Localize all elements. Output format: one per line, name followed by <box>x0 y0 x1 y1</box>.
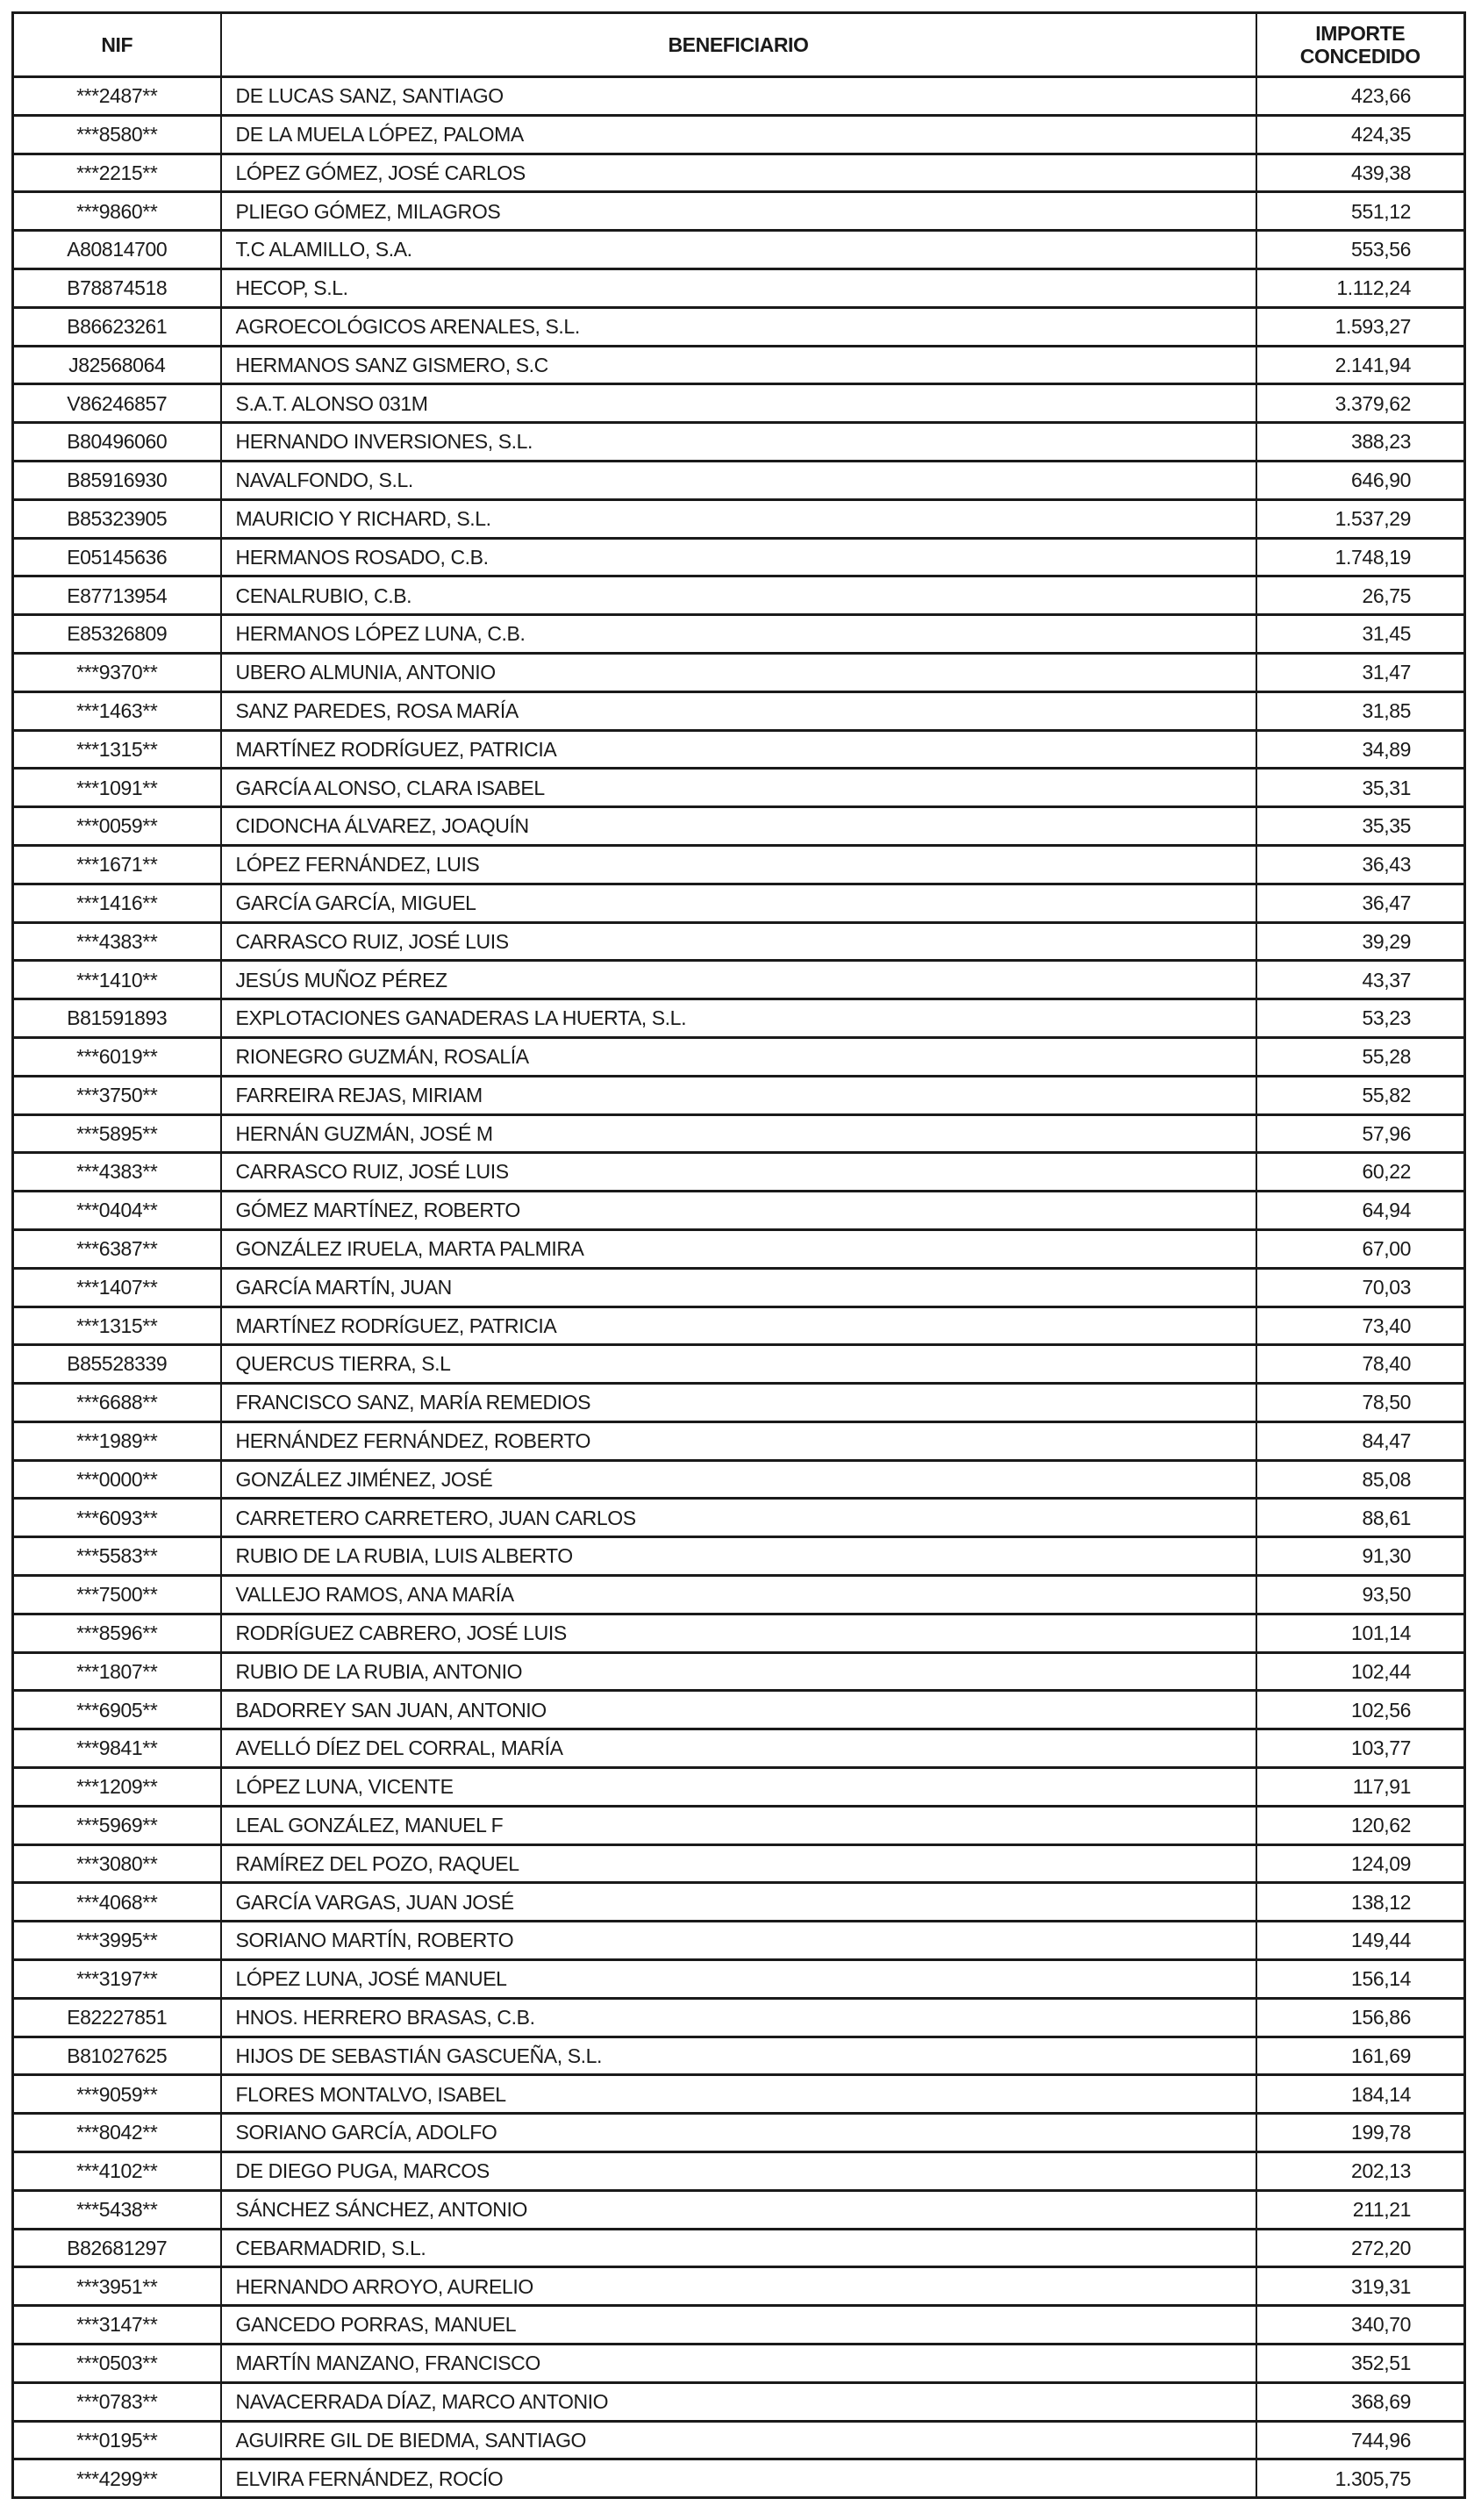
beneficiario-cell: LÓPEZ FERNÁNDEZ, LUIS <box>221 845 1256 884</box>
importe-cell: 31,47 <box>1256 653 1465 691</box>
nif-cell: E87713954 <box>13 576 221 615</box>
beneficiario-cell: RAMÍREZ DEL POZO, RAQUEL <box>221 1844 1256 1883</box>
table-row <box>13 1460 1465 1499</box>
importe-cell: 1.593,27 <box>1256 307 1465 346</box>
importe-cell: 439,38 <box>1256 154 1465 192</box>
nif-cell: ***8042** <box>13 2114 221 2152</box>
nif-cell: ***9860** <box>13 192 221 231</box>
nif-cell: ***6905** <box>13 1691 221 1729</box>
importe-cell: 423,66 <box>1256 77 1465 116</box>
col-header-importe-concedido: IMPORTE CONCEDIDO <box>1256 13 1465 77</box>
beneficiario-cell: HNOS. HERRERO BRASAS, C.B. <box>221 1998 1256 2037</box>
table-row <box>13 115 1465 154</box>
beneficiario-cell: CARRETERO CARRETERO, JUAN CARLOS <box>221 1499 1256 1537</box>
nif-cell: ***4383** <box>13 1153 221 1192</box>
importe-cell: 102,44 <box>1256 1652 1465 1691</box>
importe-cell: 102,56 <box>1256 1691 1465 1729</box>
beneficiario-cell: RUBIO DE LA RUBIA, ANTONIO <box>221 1652 1256 1691</box>
table-row <box>13 845 1465 884</box>
importe-cell: 744,96 <box>1256 2421 1465 2459</box>
beneficiario-cell: FRANCISCO SANZ, MARÍA REMEDIOS <box>221 1384 1256 1422</box>
table-row <box>13 2075 1465 2114</box>
table-row <box>13 538 1465 576</box>
nif-cell: ***3147** <box>13 2306 221 2345</box>
table-body <box>13 77 1465 2498</box>
importe-cell: 36,47 <box>1256 884 1465 922</box>
importe-cell: 31,45 <box>1256 615 1465 654</box>
table-row <box>13 1922 1465 1960</box>
table-row <box>13 1153 1465 1192</box>
nif-cell: B80496060 <box>13 423 221 462</box>
beneficiario-cell: FLORES MONTALVO, ISABEL <box>221 2075 1256 2114</box>
nif-cell: ***8596** <box>13 1614 221 1652</box>
nif-cell: B81591893 <box>13 999 221 1038</box>
table-row <box>13 1614 1465 1652</box>
nif-cell: ***1407** <box>13 1268 221 1307</box>
nif-cell: B78874518 <box>13 268 221 307</box>
table-row <box>13 1768 1465 1807</box>
table-row <box>13 2152 1465 2191</box>
importe-cell: 35,31 <box>1256 769 1465 807</box>
table-row <box>13 691 1465 730</box>
table-row <box>13 1576 1465 1614</box>
table-row <box>13 1883 1465 1922</box>
table-row <box>13 1844 1465 1883</box>
beneficiario-cell: EXPLOTACIONES GANADERAS LA HUERTA, S.L. <box>221 999 1256 1038</box>
beneficiario-cell: SÁNCHEZ SÁNCHEZ, ANTONIO <box>221 2190 1256 2229</box>
table-row <box>13 192 1465 231</box>
nif-cell: ***5895** <box>13 1114 221 1153</box>
nif-cell: ***0195** <box>13 2421 221 2459</box>
table-row <box>13 999 1465 1038</box>
importe-cell: 184,14 <box>1256 2075 1465 2114</box>
table-row <box>13 2190 1465 2229</box>
nif-cell: ***5583** <box>13 1537 221 1576</box>
nif-cell: E05145636 <box>13 538 221 576</box>
importe-cell: 103,77 <box>1256 1729 1465 1768</box>
table-row <box>13 499 1465 538</box>
table-row <box>13 154 1465 192</box>
beneficiario-cell: PLIEGO GÓMEZ, MILAGROS <box>221 192 1256 231</box>
importe-cell: 551,12 <box>1256 192 1465 231</box>
importe-cell: 57,96 <box>1256 1114 1465 1153</box>
beneficiario-cell: RUBIO DE LA RUBIA, LUIS ALBERTO <box>221 1537 1256 1576</box>
table-row <box>13 1691 1465 1729</box>
table-row <box>13 2229 1465 2267</box>
table-row <box>13 769 1465 807</box>
header-row <box>13 13 1465 77</box>
importe-cell: 85,08 <box>1256 1460 1465 1499</box>
table-row <box>13 423 1465 462</box>
beneficiario-cell: GARCÍA GARCÍA, MIGUEL <box>221 884 1256 922</box>
importe-cell: 53,23 <box>1256 999 1465 1038</box>
beneficiario-cell: ELVIRA FERNÁNDEZ, ROCÍO <box>221 2459 1256 2498</box>
beneficiario-cell: JESÚS MUÑOZ PÉREZ <box>221 961 1256 999</box>
importe-cell: 3.379,62 <box>1256 384 1465 423</box>
importe-cell: 43,37 <box>1256 961 1465 999</box>
importe-cell: 101,14 <box>1256 1614 1465 1652</box>
nif-cell: B82681297 <box>13 2229 221 2267</box>
beneficiario-cell: MARTÍNEZ RODRÍGUEZ, PATRICIA <box>221 730 1256 769</box>
table-row <box>13 615 1465 654</box>
beneficiario-cell: QUERCUS TIERRA, S.L <box>221 1345 1256 1384</box>
nif-cell: ***1807** <box>13 1652 221 1691</box>
table-row <box>13 2382 1465 2421</box>
nif-cell: B85528339 <box>13 1345 221 1384</box>
beneficiario-cell: LÓPEZ GÓMEZ, JOSÉ CARLOS <box>221 154 1256 192</box>
importe-cell: 388,23 <box>1256 423 1465 462</box>
importe-cell: 36,43 <box>1256 845 1465 884</box>
importe-cell: 149,44 <box>1256 1922 1465 1960</box>
importe-cell: 646,90 <box>1256 461 1465 499</box>
beneficiario-cell: SORIANO GARCÍA, ADOLFO <box>221 2114 1256 2152</box>
nif-cell: ***3951** <box>13 2267 221 2306</box>
importe-cell: 39,29 <box>1256 922 1465 961</box>
nif-cell: J82568064 <box>13 346 221 384</box>
nif-cell: ***2215** <box>13 154 221 192</box>
table-row <box>13 922 1465 961</box>
importe-cell: 352,51 <box>1256 2345 1465 2383</box>
beneficiario-cell: AGUIRRE GIL DE BIEDMA, SANTIAGO <box>221 2421 1256 2459</box>
importe-cell: 64,94 <box>1256 1192 1465 1230</box>
nif-cell: A80814700 <box>13 231 221 269</box>
beneficiario-cell: HERMANOS SANZ GISMERO, S.C <box>221 346 1256 384</box>
beneficiario-cell: RIONEGRO GUZMÁN, ROSALÍA <box>221 1037 1256 1076</box>
beneficiario-cell: DE DIEGO PUGA, MARCOS <box>221 2152 1256 2191</box>
table-row <box>13 1192 1465 1230</box>
importe-cell: 368,69 <box>1256 2382 1465 2421</box>
importe-cell: 55,28 <box>1256 1037 1465 1076</box>
table-row <box>13 1998 1465 2037</box>
importe-cell: 73,40 <box>1256 1307 1465 1345</box>
table-row <box>13 730 1465 769</box>
beneficiario-cell: GONZÁLEZ JIMÉNEZ, JOSÉ <box>221 1460 1256 1499</box>
importe-cell: 2.141,94 <box>1256 346 1465 384</box>
nif-cell: B86623261 <box>13 307 221 346</box>
importe-cell: 319,31 <box>1256 2267 1465 2306</box>
importe-cell: 84,47 <box>1256 1421 1465 1460</box>
nif-cell: ***4068** <box>13 1883 221 1922</box>
beneficiario-cell: GARCÍA VARGAS, JUAN JOSÉ <box>221 1883 1256 1922</box>
nif-cell: ***1315** <box>13 730 221 769</box>
nif-cell: ***6093** <box>13 1499 221 1537</box>
importe-cell: 272,20 <box>1256 2229 1465 2267</box>
beneficiario-cell: MARTÍN MANZANO, FRANCISCO <box>221 2345 1256 2383</box>
importe-cell: 340,70 <box>1256 2306 1465 2345</box>
beneficiario-cell: CENALRUBIO, C.B. <box>221 576 1256 615</box>
table-row <box>13 2037 1465 2075</box>
beneficiario-cell: AVELLÓ DÍEZ DEL CORRAL, MARÍA <box>221 1729 1256 1768</box>
table-row <box>13 1229 1465 1268</box>
table-row <box>13 1960 1465 1999</box>
importe-cell: 138,12 <box>1256 1883 1465 1922</box>
nif-cell: ***3995** <box>13 1922 221 1960</box>
beneficiario-cell: NAVACERRADA DÍAZ, MARCO ANTONIO <box>221 2382 1256 2421</box>
nif-cell: ***1671** <box>13 845 221 884</box>
nif-cell: ***3750** <box>13 1076 221 1114</box>
table-row <box>13 1037 1465 1076</box>
importe-cell: 70,03 <box>1256 1268 1465 1307</box>
beneficiario-cell: BADORREY SAN JUAN, ANTONIO <box>221 1691 1256 1729</box>
beneficiario-cell: UBERO ALMUNIA, ANTONIO <box>221 653 1256 691</box>
beneficiario-cell: DE LA MUELA LÓPEZ, PALOMA <box>221 115 1256 154</box>
col-header-beneficiario: BENEFICIARIO <box>221 13 1256 77</box>
importe-cell: 93,50 <box>1256 1576 1465 1614</box>
table-row <box>13 1421 1465 1460</box>
table-row <box>13 1499 1465 1537</box>
importe-cell: 31,85 <box>1256 691 1465 730</box>
table-row <box>13 1307 1465 1345</box>
table-row <box>13 2306 1465 2345</box>
nif-cell: ***5438** <box>13 2190 221 2229</box>
col-header-nif: NIF <box>13 13 221 77</box>
importe-cell: 34,89 <box>1256 730 1465 769</box>
beneficiario-cell: MAURICIO Y RICHARD, S.L. <box>221 499 1256 538</box>
nif-cell: V86246857 <box>13 384 221 423</box>
beneficiario-cell: SANZ PAREDES, ROSA MARÍA <box>221 691 1256 730</box>
importe-cell: 202,13 <box>1256 2152 1465 2191</box>
nif-cell: ***9841** <box>13 1729 221 1768</box>
table-row <box>13 1384 1465 1422</box>
nif-cell: ***1410** <box>13 961 221 999</box>
nif-cell: ***1091** <box>13 769 221 807</box>
nif-cell: ***6387** <box>13 1229 221 1268</box>
table-row <box>13 1729 1465 1768</box>
beneficiario-cell: RODRÍGUEZ CABRERO, JOSÉ LUIS <box>221 1614 1256 1652</box>
beneficiario-cell: NAVALFONDO, S.L. <box>221 461 1256 499</box>
nif-cell: ***0404** <box>13 1192 221 1230</box>
table-row <box>13 231 1465 269</box>
importe-cell: 1.748,19 <box>1256 538 1465 576</box>
beneficiario-cell: LÓPEZ LUNA, VICENTE <box>221 1768 1256 1807</box>
importe-cell: 88,61 <box>1256 1499 1465 1537</box>
beneficiario-cell: LEAL GONZÁLEZ, MANUEL F <box>221 1806 1256 1844</box>
table-row <box>13 807 1465 846</box>
beneficiario-cell: GANCEDO PORRAS, MANUEL <box>221 2306 1256 2345</box>
beneficiario-cell: HERNÁNDEZ FERNÁNDEZ, ROBERTO <box>221 1421 1256 1460</box>
nif-cell: ***0000** <box>13 1460 221 1499</box>
beneficiario-cell: AGROECOLÓGICOS ARENALES, S.L. <box>221 307 1256 346</box>
table-row <box>13 2114 1465 2152</box>
nif-cell: B85916930 <box>13 461 221 499</box>
table-header <box>13 13 1465 77</box>
nif-cell: E82227851 <box>13 1998 221 2037</box>
nif-cell: ***1209** <box>13 1768 221 1807</box>
beneficiario-cell: S.A.T. ALONSO 031M <box>221 384 1256 423</box>
table-row <box>13 2459 1465 2498</box>
nif-cell: ***4383** <box>13 922 221 961</box>
importe-cell: 117,91 <box>1256 1768 1465 1807</box>
beneficiario-cell: T.C ALAMILLO, S.A. <box>221 231 1256 269</box>
nif-cell: ***1989** <box>13 1421 221 1460</box>
grants-table <box>11 11 1466 2499</box>
nif-cell: ***2487** <box>13 77 221 116</box>
table-row <box>13 884 1465 922</box>
nif-cell: ***7500** <box>13 1576 221 1614</box>
importe-cell: 91,30 <box>1256 1537 1465 1576</box>
nif-cell: E85326809 <box>13 615 221 654</box>
beneficiario-cell: GARCÍA MARTÍN, JUAN <box>221 1268 1256 1307</box>
beneficiario-cell: GARCÍA ALONSO, CLARA ISABEL <box>221 769 1256 807</box>
importe-cell: 67,00 <box>1256 1229 1465 1268</box>
beneficiario-cell: CARRASCO RUIZ, JOSÉ LUIS <box>221 922 1256 961</box>
importe-cell: 60,22 <box>1256 1153 1465 1192</box>
nif-cell: ***4102** <box>13 2152 221 2191</box>
nif-cell: ***0783** <box>13 2382 221 2421</box>
nif-cell: ***9059** <box>13 2075 221 2114</box>
importe-cell: 55,82 <box>1256 1076 1465 1114</box>
beneficiario-cell: CIDONCHA ÁLVAREZ, JOAQUÍN <box>221 807 1256 846</box>
beneficiario-cell: GÓMEZ MARTÍNEZ, ROBERTO <box>221 1192 1256 1230</box>
beneficiario-cell: GONZÁLEZ IRUELA, MARTA PALMIRA <box>221 1229 1256 1268</box>
importe-cell: 161,69 <box>1256 2037 1465 2075</box>
importe-cell: 1.305,75 <box>1256 2459 1465 2498</box>
table-row <box>13 653 1465 691</box>
beneficiario-cell: MARTÍNEZ RODRÍGUEZ, PATRICIA <box>221 1307 1256 1345</box>
table-row <box>13 2345 1465 2383</box>
beneficiario-cell: HERNANDO ARROYO, AURELIO <box>221 2267 1256 2306</box>
importe-cell: 78,50 <box>1256 1384 1465 1422</box>
importe-cell: 1.112,24 <box>1256 268 1465 307</box>
importe-cell: 156,86 <box>1256 1998 1465 2037</box>
table-row <box>13 1652 1465 1691</box>
table-row <box>13 1268 1465 1307</box>
nif-cell: ***9370** <box>13 653 221 691</box>
table-row <box>13 1806 1465 1844</box>
table-row <box>13 346 1465 384</box>
nif-cell: ***0503** <box>13 2345 221 2383</box>
importe-cell: 199,78 <box>1256 2114 1465 2152</box>
table-row <box>13 384 1465 423</box>
beneficiario-cell: DE LUCAS SANZ, SANTIAGO <box>221 77 1256 116</box>
table-row <box>13 307 1465 346</box>
beneficiario-cell: HECOP, S.L. <box>221 268 1256 307</box>
importe-cell: 156,14 <box>1256 1960 1465 1999</box>
nif-cell: ***0059** <box>13 807 221 846</box>
table-row <box>13 2267 1465 2306</box>
table-row <box>13 1537 1465 1576</box>
nif-cell: ***8580** <box>13 115 221 154</box>
beneficiario-cell: FARREIRA REJAS, MIRIAM <box>221 1076 1256 1114</box>
importe-cell: 124,09 <box>1256 1844 1465 1883</box>
beneficiario-cell: HERMANOS ROSADO, C.B. <box>221 538 1256 576</box>
beneficiario-cell: HERNANDO INVERSIONES, S.L. <box>221 423 1256 462</box>
table-row <box>13 1076 1465 1114</box>
beneficiario-cell: CARRASCO RUIZ, JOSÉ LUIS <box>221 1153 1256 1192</box>
table-row <box>13 268 1465 307</box>
importe-cell: 211,21 <box>1256 2190 1465 2229</box>
beneficiario-cell: HERNÁN GUZMÁN, JOSÉ M <box>221 1114 1256 1153</box>
table-row <box>13 576 1465 615</box>
nif-cell: B81027625 <box>13 2037 221 2075</box>
beneficiario-cell: HIJOS DE SEBASTIÁN GASCUEÑA, S.L. <box>221 2037 1256 2075</box>
table-row <box>13 77 1465 116</box>
nif-cell: ***1315** <box>13 1307 221 1345</box>
nif-cell: ***3080** <box>13 1844 221 1883</box>
nif-cell: ***5969** <box>13 1806 221 1844</box>
importe-cell: 1.537,29 <box>1256 499 1465 538</box>
importe-cell: 26,75 <box>1256 576 1465 615</box>
nif-cell: ***1416** <box>13 884 221 922</box>
table-row <box>13 2421 1465 2459</box>
beneficiario-cell: HERMANOS LÓPEZ LUNA, C.B. <box>221 615 1256 654</box>
nif-cell: ***1463** <box>13 691 221 730</box>
importe-cell: 78,40 <box>1256 1345 1465 1384</box>
importe-cell: 35,35 <box>1256 807 1465 846</box>
importe-cell: 120,62 <box>1256 1806 1465 1844</box>
importe-cell: 424,35 <box>1256 115 1465 154</box>
beneficiario-cell: CEBARMADRID, S.L. <box>221 2229 1256 2267</box>
table-row <box>13 1114 1465 1153</box>
table-row <box>13 461 1465 499</box>
beneficiario-cell: SORIANO MARTÍN, ROBERTO <box>221 1922 1256 1960</box>
table-row <box>13 961 1465 999</box>
beneficiario-cell: VALLEJO RAMOS, ANA MARÍA <box>221 1576 1256 1614</box>
beneficiario-cell: LÓPEZ LUNA, JOSÉ MANUEL <box>221 1960 1256 1999</box>
nif-cell: ***4299** <box>13 2459 221 2498</box>
nif-cell: ***6688** <box>13 1384 221 1422</box>
nif-cell: ***6019** <box>13 1037 221 1076</box>
nif-cell: ***3197** <box>13 1960 221 1999</box>
table-row <box>13 1345 1465 1384</box>
nif-cell: B85323905 <box>13 499 221 538</box>
importe-cell: 553,56 <box>1256 231 1465 269</box>
